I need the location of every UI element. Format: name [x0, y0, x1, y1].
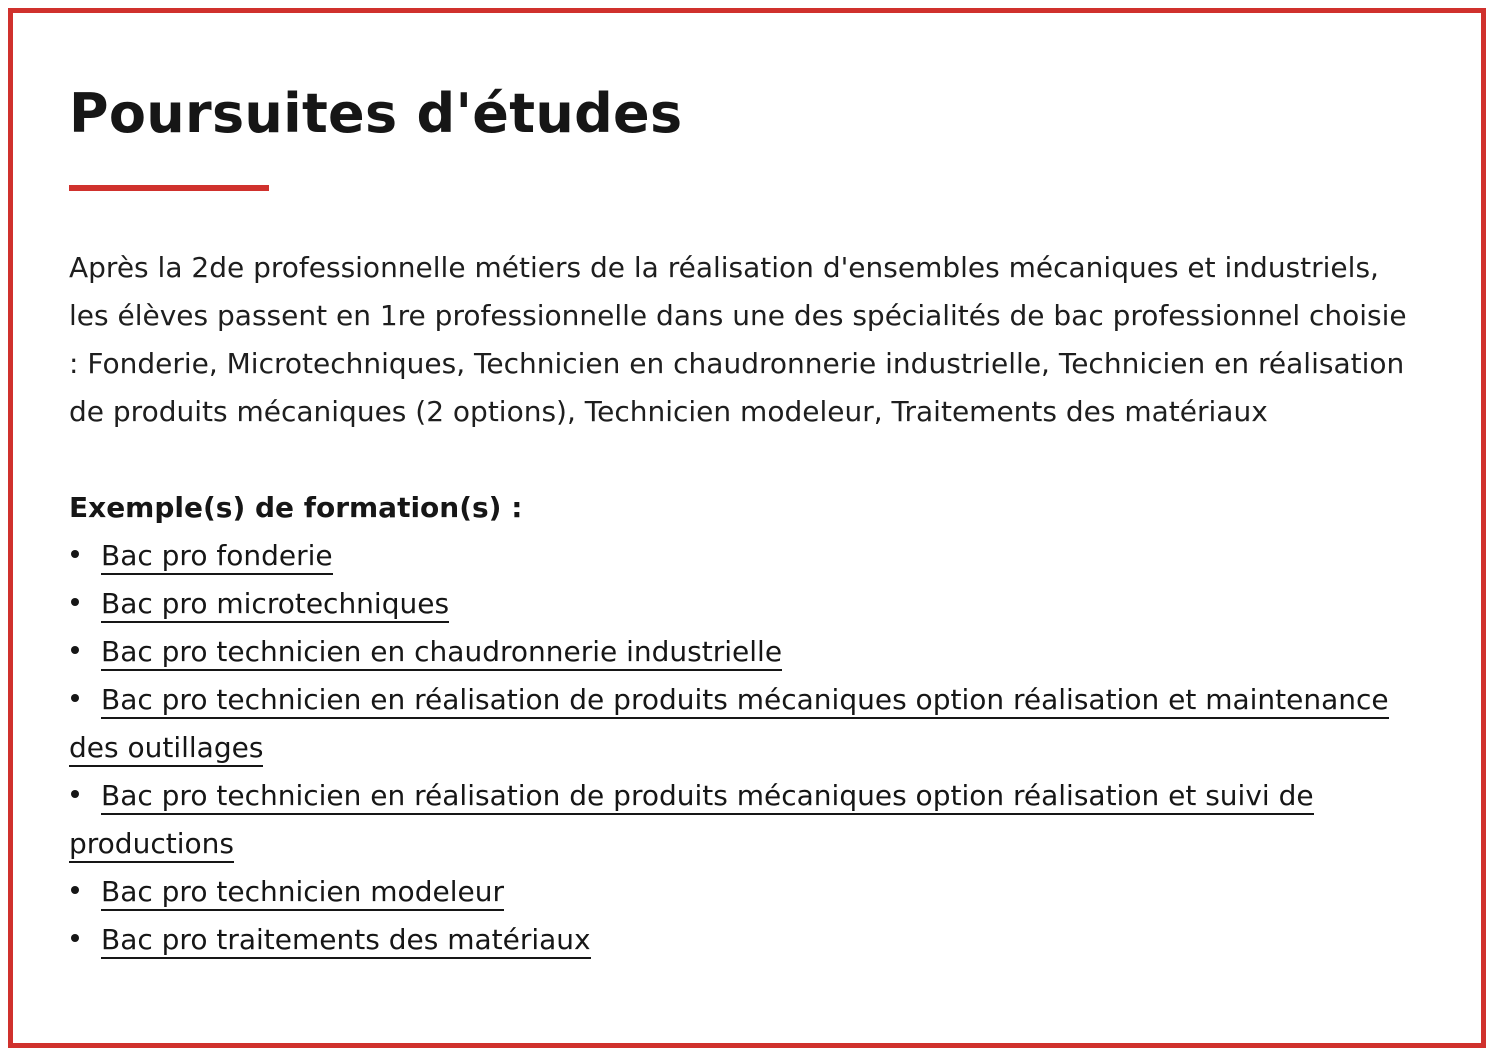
- examples-heading: Exemple(s) de formation(s) :: [69, 491, 523, 524]
- formation-link-traitements[interactable]: Bac pro traitements des matériaux: [101, 923, 591, 959]
- formation-link-outillages[interactable]: Bac pro technicien en réalisation de produits mécaniques option réalisation et maintenance des outillages: [69, 683, 1389, 767]
- formation-link-microtechniques[interactable]: Bac pro microtechniques: [101, 587, 449, 623]
- intro-paragraph: Après la 2de professionnelle métiers de la réalisation d'ensembles mécaniques et industriels, les élèves passent en 1re professionnelle dans une des spécialités de bac professionnel choisie : Fonderie, Microtechniques, Technicien en chaudronnerie industrielle, Technicien en réalisation de produits mécaniques (2 options), Technicien modeleur, Traitements des matériaux: [69, 251, 1407, 428]
- poursuites-card: [8, 8, 1486, 1048]
- bullet-icon: [71, 694, 79, 702]
- page-title: Poursuites d'études: [69, 82, 683, 145]
- bullet-icon: [71, 790, 79, 798]
- formation-link-productions[interactable]: Bac pro technicien en réalisation de produits mécaniques option réalisation et suivi de productions: [69, 779, 1314, 863]
- title-underline: [69, 185, 269, 191]
- list-item: [69, 628, 1409, 676]
- formation-link-chaudronnerie[interactable]: Bac pro technicien en chaudronnerie industrielle: [101, 635, 782, 671]
- bullet-icon: [71, 646, 79, 654]
- list-item: [69, 580, 1409, 628]
- list-item: [69, 772, 1409, 868]
- formation-link-fonderie[interactable]: Bac pro fonderie: [101, 539, 333, 575]
- list-item: [69, 916, 1409, 964]
- bullet-icon: [71, 934, 79, 942]
- bullet-icon: [71, 550, 79, 558]
- formation-link-modeleur[interactable]: Bac pro technicien modeleur: [101, 875, 504, 911]
- list-item: [69, 676, 1409, 772]
- bullet-icon: [71, 886, 79, 894]
- list-item: [69, 868, 1409, 916]
- card-content: [69, 79, 1409, 964]
- examples-list: [69, 532, 1409, 964]
- bullet-icon: [71, 598, 79, 606]
- list-item: [69, 532, 1409, 580]
